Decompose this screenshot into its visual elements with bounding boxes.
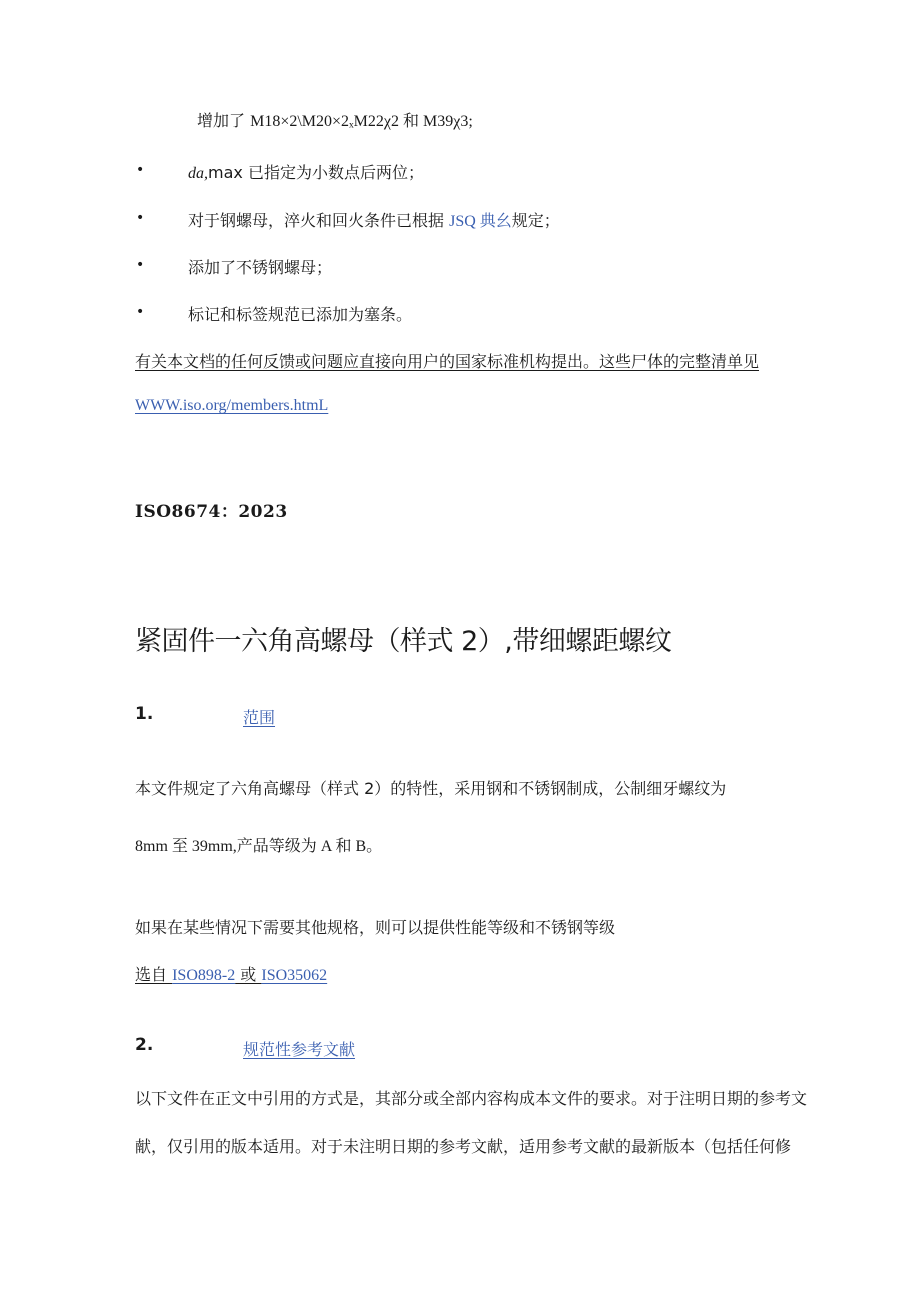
scope-paragraph-line: 本文件规定了六角高螺母（样式 2）的特性，采用钢和不锈钢制成，公制细牙螺纹为 — [135, 779, 727, 798]
scope-text: 或 — [235, 965, 262, 984]
document-code: ISO8674：2023 — [135, 502, 288, 522]
scope-paragraph-line — [135, 962, 327, 985]
bullet-marker: • — [136, 210, 145, 226]
amendment-prefix: 增加了 — [197, 111, 251, 130]
bullet-marker: • — [136, 304, 145, 320]
bullet-marker: • — [136, 257, 145, 273]
bullet-text: 对于钢螺母，淬火和回火条件已根据 — [188, 211, 450, 230]
amendment-codes: M18×2\M20×2ₓM22χ2 和 M39χ3; — [250, 113, 473, 130]
bullet-item: 标记和标签规范已添加为塞条。 — [188, 305, 413, 324]
references-paragraph-line: 献，仅引用的版本适用。对于未注明日期的参考文献，适用参考文献的最新版本（包括任何修 — [135, 1137, 792, 1156]
bullet-link[interactable]: JSQ 典幺 — [449, 213, 512, 230]
section-number: 1. — [135, 704, 154, 724]
bullet-item: 添加了不锈钢螺母； — [188, 258, 333, 277]
bullet-text: 规定； — [511, 211, 560, 230]
bullet-item — [188, 208, 560, 231]
section-number: 2. — [135, 1035, 154, 1055]
document-title: 紧固件一六角高螺母（样式 2）,带细螺距螺纹 — [135, 626, 672, 657]
bullet-marker: • — [136, 162, 145, 178]
scope-paragraph-line: 如果在某些情况下需要其他规格，则可以提供性能等级和不锈钢等级 — [135, 918, 616, 937]
bullet-em: da, — [188, 165, 208, 182]
iso898-link[interactable]: ISO898-2 — [172, 967, 236, 984]
scope-text: 选自 — [135, 965, 173, 984]
references-paragraph-line: 以下文件在正文中引用的方式是，其部分或全部内容构成本文件的要求。对于注明日期的参考文 — [135, 1089, 808, 1108]
scope-paragraph-line — [135, 833, 382, 856]
section-heading-scope[interactable]: 范围 — [243, 708, 276, 727]
members-link[interactable]: WWW.iso.org/members.htmL — [135, 397, 329, 414]
scope-text: 8mm 至 39mm,产品等级为 A 和 B。 — [135, 838, 383, 855]
bullet-text: max 已指定为小数点后两位； — [208, 163, 424, 182]
amendment-line — [197, 108, 473, 131]
feedback-text: 有关本文档的任何反馈或问题应直接向用户的国家标准机构提出。这些尸体的完整清单见 — [135, 352, 760, 371]
section-heading-normative-references[interactable]: 规范性参考文献 — [243, 1040, 356, 1059]
bullet-item — [188, 160, 424, 183]
iso35062-link[interactable]: ISO35062 — [261, 967, 328, 984]
